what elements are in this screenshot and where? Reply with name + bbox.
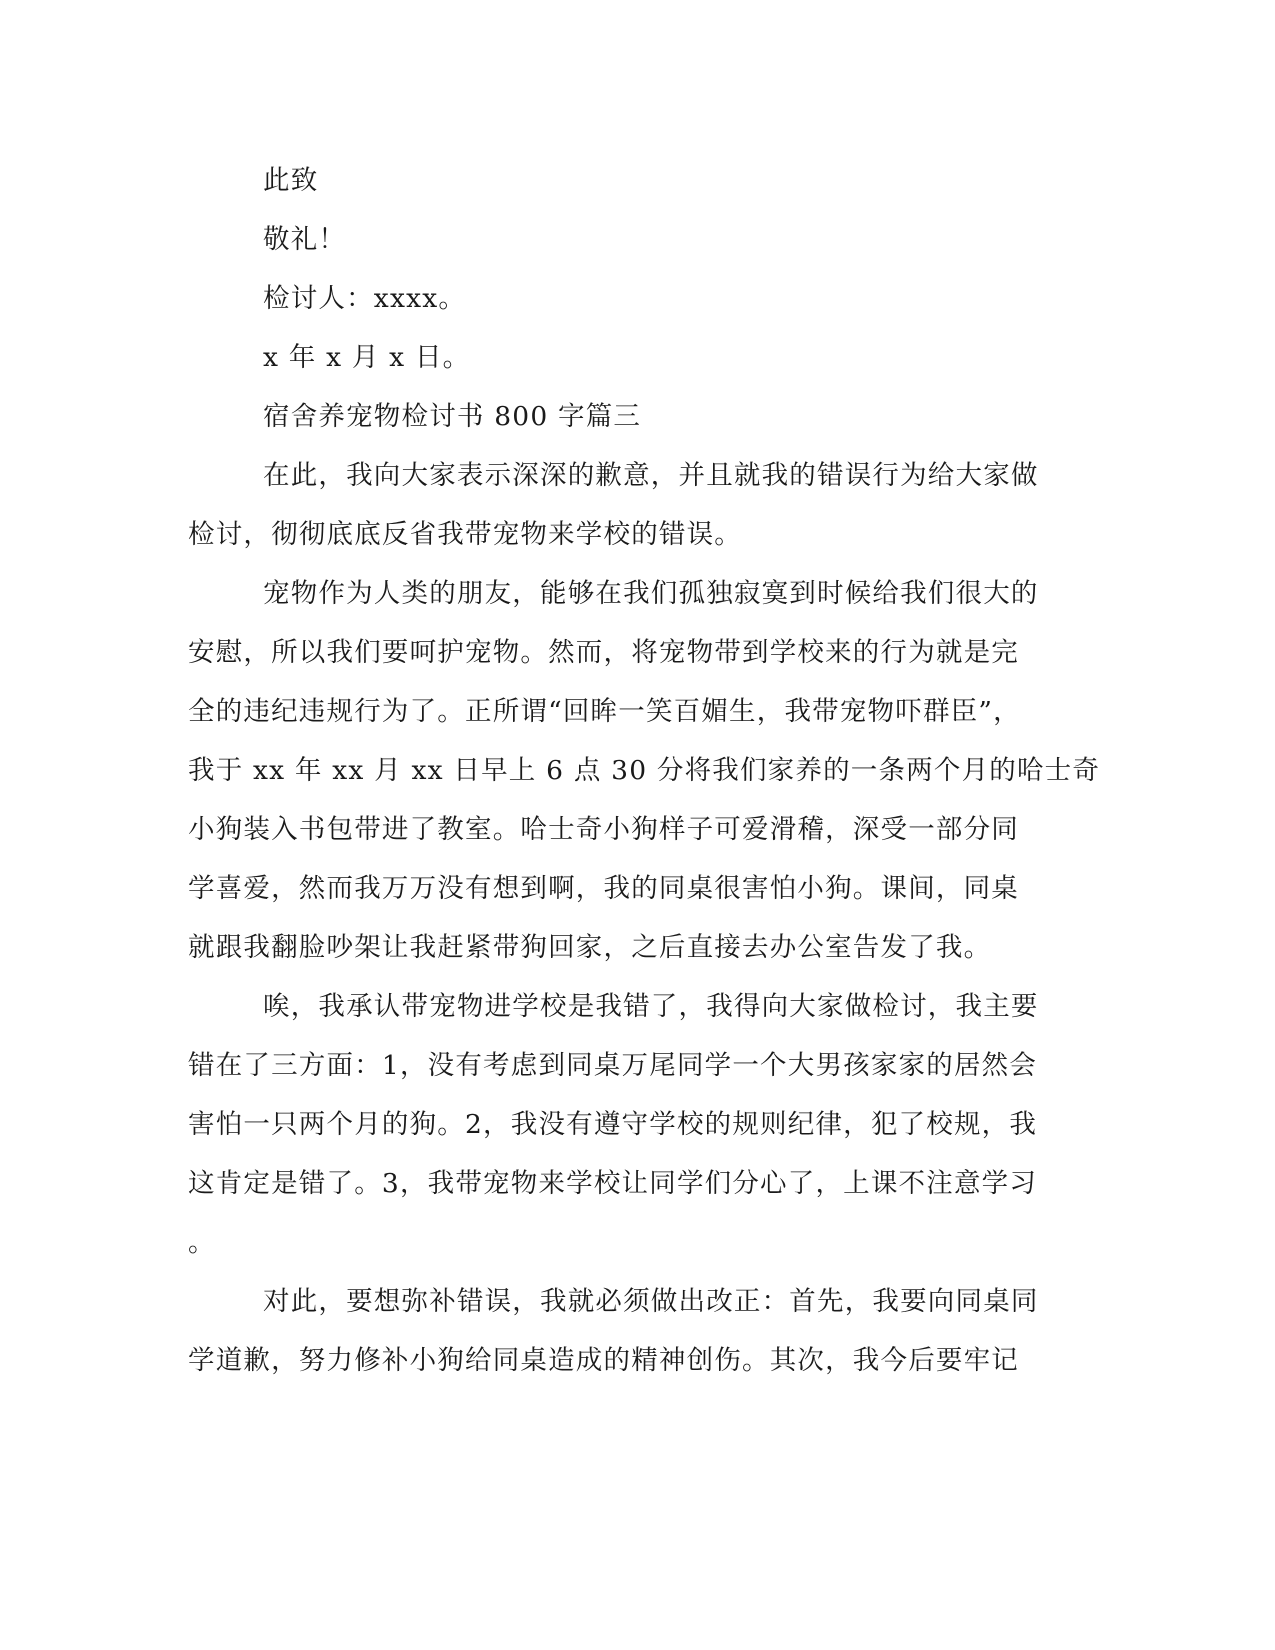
paragraph-line: 全的违纪违规行为了。正所谓“回眸一笑百媚生，我带宠物吓群臣”， [188,696,1021,727]
paragraph-line: 。 [188,1227,216,1258]
paragraph-line: 学道歉，努力修补小狗给同桌造成的精神创伤。其次，我今后要牢记 [188,1345,1019,1376]
paragraph-line: 宠物作为人类的朋友，能够在我们孤独寂寞到时候给我们很大的 [263,578,1039,609]
closing-regards: 敬礼！ [263,224,347,255]
paragraph-line: 在此，我向大家表示深深的歉意，并且就我的错误行为给大家做 [263,460,1039,491]
paragraph-line: 错在了三方面：1，没有考虑到同桌万尾同学一个大男孩家家的居然会 [188,1050,1038,1081]
paragraph-line: 安慰，所以我们要呵护宠物。然而，将宠物带到学校来的行为就是完 [188,637,1019,668]
paragraph-line: 小狗装入书包带进了教室。哈士奇小狗样子可爱滑稽，深受一部分同 [188,814,1019,845]
closing-date: x 年 x 月 x 日。 [263,342,471,373]
section-title: 宿舍养宠物检讨书 800 字篇三 [263,401,642,432]
paragraph-line: 害怕一只两个月的狗。2，我没有遵守学校的规则纪律，犯了校规，我 [188,1109,1038,1140]
paragraph-line: 这肯定是错了。3，我带宠物来学校让同学们分心了，上课不注意学习 [188,1168,1038,1199]
paragraph-line: 学喜爱，然而我万万没有想到啊，我的同桌很害怕小狗。课间，同桌 [188,873,1019,904]
paragraph-line: 就跟我翻脸吵架让我赶紧带狗回家，之后直接去办公室告发了我。 [188,932,992,963]
paragraph-line: 对此，要想弥补错误，我就必须做出改正：首先，我要向同桌同 [263,1286,1039,1317]
paragraph-line: 唉，我承认带宠物进学校是我错了，我得向大家做检讨，我主要 [263,991,1039,1022]
paragraph-line: 检讨，彻彻底底反省我带宠物来学校的错误。 [188,519,742,550]
closing-salutation: 此致 [263,165,319,196]
paragraph-line: 我于 xx 年 xx 月 xx 日早上 6 点 30 分将我们家养的一条两个月的哈士奇 [188,755,1101,786]
closing-author: 检讨人：xxxx。 [263,283,467,314]
